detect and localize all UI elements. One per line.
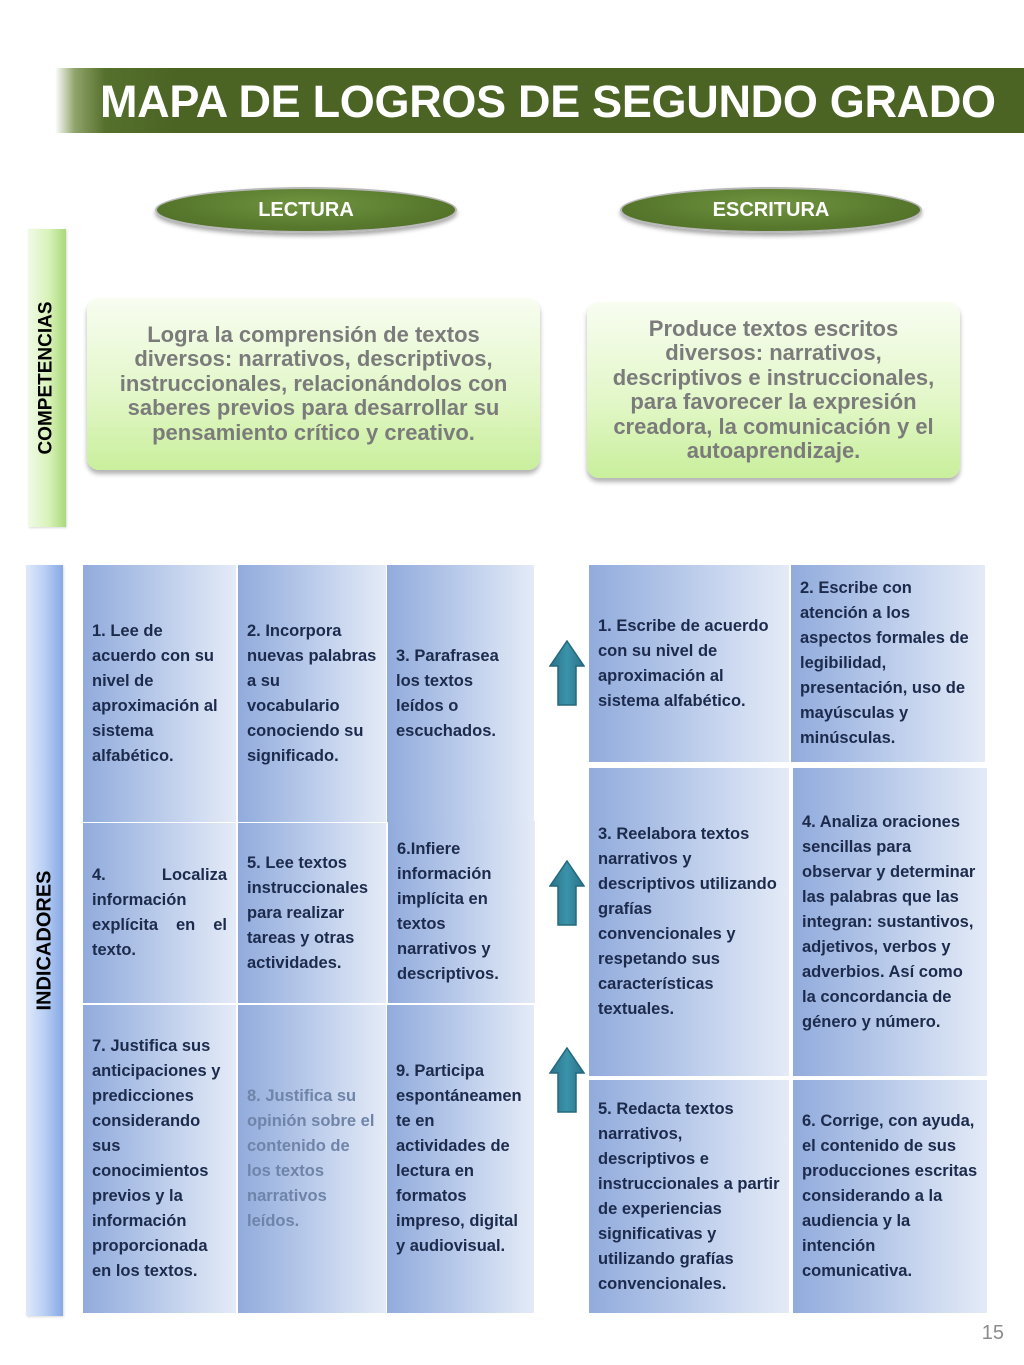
up-arrow-icon: [549, 640, 585, 706]
indicador-escritura-2: [791, 565, 985, 762]
competencia-lectura: Logra la comprensión de textos diversos: narrativos, descriptivos, instruccionales, relacionándolos con saberes previos para desarrollar su pensamiento crítico y creativo.: [87, 298, 540, 470]
indicador-escritura-6-text: 6. Corrige, con ayuda, el contenido de sus producciones escritas considerando a la audiencia y la intención comunicativa.: [802, 1112, 978, 1280]
page-title: MAPA DE LOGROS DE SEGUNDO GRADO: [100, 76, 996, 127]
indicador-lectura-1: [83, 565, 236, 822]
indicador-lectura-8: [238, 1005, 386, 1313]
indicador-escritura-3-text: 3. Reelabora textos narrativos y descriptivos utilizando grafías convencionales y respetando sus características textuales.: [598, 825, 777, 1018]
side-label-competencias-text: COMPETENCIAS: [36, 301, 58, 455]
indicador-lectura-3-text: 3. Parafrasea los textos leídos o escuchados.: [396, 646, 499, 740]
indicador-escritura-5-text: 5. Redacta textos narrativos, descriptivos e instruccionales a partir de experiencias significativas y utilizando grafías convencionales.: [598, 1099, 780, 1293]
indicador-lectura-9-text: 9. Participa espontáneamente en actividades de lectura en formatos impreso, digital y audiovisual.: [396, 1062, 522, 1255]
indicador-lectura-7: [83, 1005, 236, 1313]
indicador-lectura-1-text: 1. Lee de acuerdo con su nivel de aproximación al sistema alfabético.: [92, 621, 218, 765]
indicador-escritura-4-text: 4. Analiza oraciones sencillas para observar y determinar las palabras que las integran: sustantivos, adjetivos, verbos y adverbios. Así como la concordancia de género y número.: [802, 812, 976, 1031]
indicador-lectura-5: [238, 823, 386, 1003]
indicador-escritura-1: [589, 565, 789, 762]
indicador-escritura-5: [589, 1080, 789, 1313]
indicador-lectura-6-text: 6.Infiere información implícita en textos narrativos y descriptivos.: [397, 840, 499, 983]
up-arrow-icon: [549, 860, 585, 926]
indicador-escritura-6: [793, 1080, 987, 1313]
header-lectura: LECTURA: [155, 187, 457, 233]
indicador-escritura-4: [793, 768, 987, 1076]
indicador-lectura-7-text: 7. Justifica sus anticipaciones y predicciones considerando sus conocimientos previos y la información proporcionada en los textos.: [92, 1037, 221, 1280]
title-banner: [55, 68, 1024, 133]
page-number: 15: [981, 1322, 1004, 1344]
indicador-escritura-2-text: 2. Escribe con atención a los aspectos formales de legibilidad, presentación, uso de mayúsculas y minúsculas.: [800, 579, 969, 747]
indicador-escritura-1-text: 1. Escribe de acuerdo con su nivel de aproximación al sistema alfabético.: [598, 616, 769, 710]
indicador-lectura-8-text: 8. Justifica su opinión sobre el contenido de los textos narrativos leídos.: [247, 1087, 375, 1230]
indicador-lectura-9: [387, 1005, 534, 1313]
indicador-lectura-5-text: 5. Lee textos instruccionales para realizar tareas y otras actividades.: [247, 853, 369, 972]
indicador-escritura-3: [589, 768, 789, 1076]
header-escritura: ESCRITURA: [620, 187, 922, 233]
side-label-indicadores-text: INDICADORES: [33, 870, 56, 1011]
competencia-escritura: Produce textos escritos diversos: narrativos, descriptivos e instruccionales, para favorecer la expresión creadora, la comunicación y el autoaprendizaje.: [587, 302, 960, 478]
indicador-lectura-2: [238, 565, 386, 822]
side-label-competencias: [28, 229, 66, 527]
indicador-lectura-3: [387, 565, 534, 822]
side-label-indicadores: [26, 565, 63, 1316]
indicador-lectura-4: [83, 823, 236, 1003]
indicador-lectura-4-text: 4. Localiza información explícita en el texto.: [92, 866, 227, 959]
indicador-lectura-6: [388, 821, 535, 1003]
up-arrow-icon: [549, 1047, 585, 1113]
indicador-lectura-2-text: 2. Incorpora nuevas palabras a su vocabulario conociendo su significado.: [247, 621, 377, 765]
